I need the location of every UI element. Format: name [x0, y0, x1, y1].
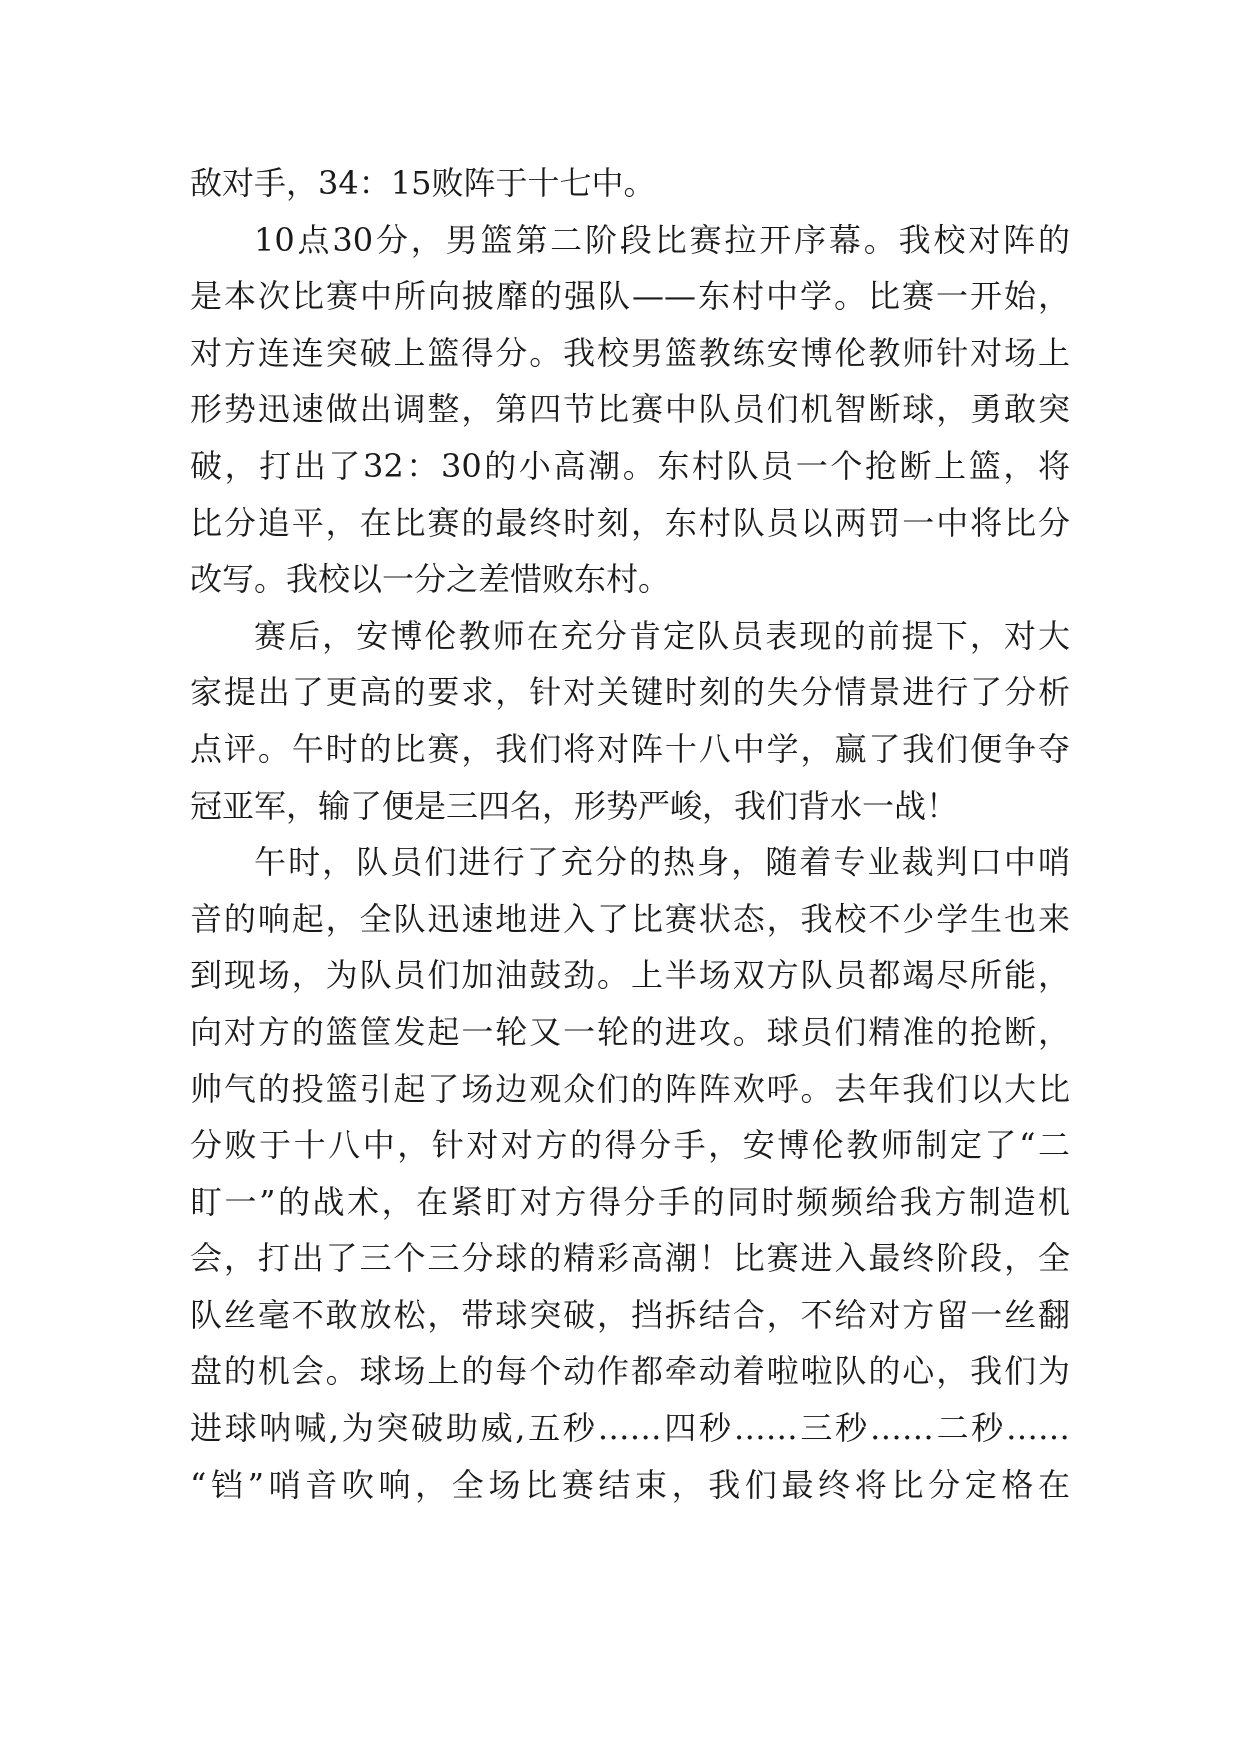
text-line: 改写。我校以一分之差惜败东村。 — [190, 560, 671, 599]
text-line: 点评。午时的比赛，我们将对阵十八中学，赢了我们便争夺 — [190, 729, 1070, 768]
text-line: “铛”哨音吹响，全场比赛结束，我们最终将比分定格在 — [190, 1465, 1070, 1504]
text-line: 破，打出了32：30的小高潮。东村队员一个抢断上篮，将 — [190, 446, 1070, 485]
text-line: 帅气的投篮引起了场边观众们的阵阵欢呼。去年我们以大比 — [190, 1069, 1070, 1108]
text-line: 分败于十八中，针对对方的得分手，安博伦教师制定了“二 — [190, 1126, 1070, 1165]
text-line: 10点30分，男篮第二阶段比赛拉开序幕。我校对阵的 — [254, 220, 1070, 259]
text-line: 冠亚军，输了便是三四名，形势严峻，我们背水一战！ — [190, 786, 959, 825]
text-line: 对方连连突破上篮得分。我校男篮教练安博伦教师针对场上 — [190, 333, 1070, 372]
text-line: 向对方的篮筐发起一轮又一轮的进攻。球员们精准的抢断， — [190, 1012, 1070, 1051]
text-line: 形势迅速做出调整，第四节比赛中队员们机智断球，勇敢突 — [190, 390, 1070, 429]
text-line: 家提出了更高的要求，针对关键时刻的失分情景进行了分析 — [190, 673, 1070, 712]
text-line: 赛后，安博伦教师在充分肯定队员表现的前提下，对大 — [254, 616, 1070, 655]
text-line: 到现场，为队员们加油鼓劲。上半场双方队员都竭尽所能， — [190, 956, 1070, 995]
text-line: 盯一”的战术，在紧盯对方得分手的同时频频给我方制造机 — [190, 1182, 1070, 1221]
text-line: 午时，队员们进行了充分的热身，随着专业裁判口中哨 — [254, 843, 1070, 882]
text-line: 敌对手，34：15败阵于十七中。 — [190, 164, 656, 202]
text-line: 进球呐喊,为突破助威,五秒……四秒……三秒……二秒…… — [190, 1409, 1070, 1448]
text-line: 是本次比赛中所向披靡的强队——东村中学。比赛一开始， — [190, 277, 1070, 316]
text-line: 会，打出了三个三分球的精彩高潮！比赛进入最终阶段，全 — [190, 1239, 1070, 1278]
body-text — [190, 155, 1070, 1513]
text-line: 盘的机会。球场上的每个动作都牵动着啦啦队的心，我们为 — [190, 1352, 1070, 1391]
text-line: 比分追平，在比赛的最终时刻，东村队员以两罚一中将比分 — [190, 503, 1070, 542]
text-line: 音的响起，全队迅速地进入了比赛状态，我校不少学生也来 — [190, 899, 1070, 938]
text-line: 队丝毫不敢放松，带球突破，挡拆结合，不给对方留一丝翻 — [190, 1295, 1070, 1334]
